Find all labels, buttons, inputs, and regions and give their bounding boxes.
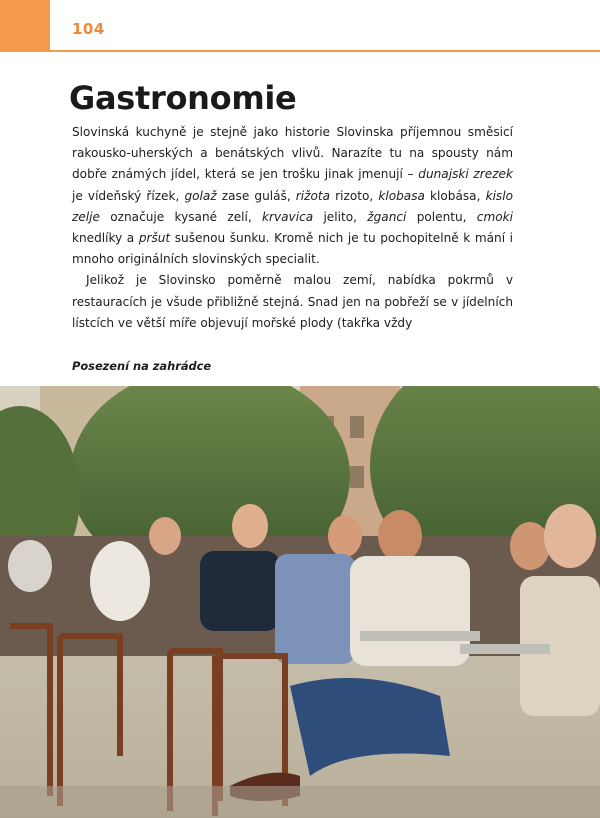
- text-run: zase guláš,: [216, 188, 296, 203]
- text-run: je vídeňský řízek,: [72, 188, 185, 203]
- page-number: 104: [72, 20, 105, 38]
- slovene-term: klobasa: [378, 188, 425, 203]
- slovene-term: dunajski zrezek: [418, 167, 513, 182]
- header-rule: [50, 50, 600, 52]
- text-run: sušenou šunku. Kromě nich je tu pochopitelně k mání i mnoho originálních slovinských specialit.: [72, 231, 513, 267]
- section-title: Gastronomie: [69, 79, 297, 117]
- text-run: jelito,: [313, 209, 368, 224]
- slovene-term: golaž: [184, 188, 217, 203]
- text-run: Slovinská kuchyně je stejně jako historie Slovinska příjemnou směsicí rakousko-uherských a benátských vlivů. Narazíte tu na spousty nám dobře známých jídel, která se jen trošku jinak jmenují –: [72, 125, 513, 182]
- page-number-tab: [0, 0, 50, 52]
- cafe-terrace-photo: [0, 386, 600, 818]
- slovene-term: krvavica: [262, 209, 314, 224]
- photo-caption: Posezení na zahrádce: [72, 359, 212, 373]
- slovene-term: žganci: [367, 209, 407, 224]
- slovene-term: cmoki: [476, 209, 513, 224]
- paragraph-1: [72, 122, 513, 270]
- text-run: rizoto,: [330, 188, 379, 203]
- article-body: [72, 122, 513, 334]
- slovene-term: rižota: [295, 188, 331, 203]
- text-run: knedlíky a: [72, 231, 139, 246]
- slovene-term: kislo zelje: [72, 188, 513, 224]
- slovene-term: pršut: [138, 231, 171, 246]
- text-run: klobása,: [424, 188, 486, 203]
- text-run: označuje kysané zelí,: [99, 209, 263, 224]
- paragraph-2: Jelikož je Slovinsko poměrně malou zemí, nabídka pokrmů v restauracích je všude přibližně stejná. Snad jen na pobřeží se v jídelních lístcích ve větší míře objevují mořské plody (takřka vždy: [72, 273, 513, 330]
- text-run: polentu,: [406, 209, 477, 224]
